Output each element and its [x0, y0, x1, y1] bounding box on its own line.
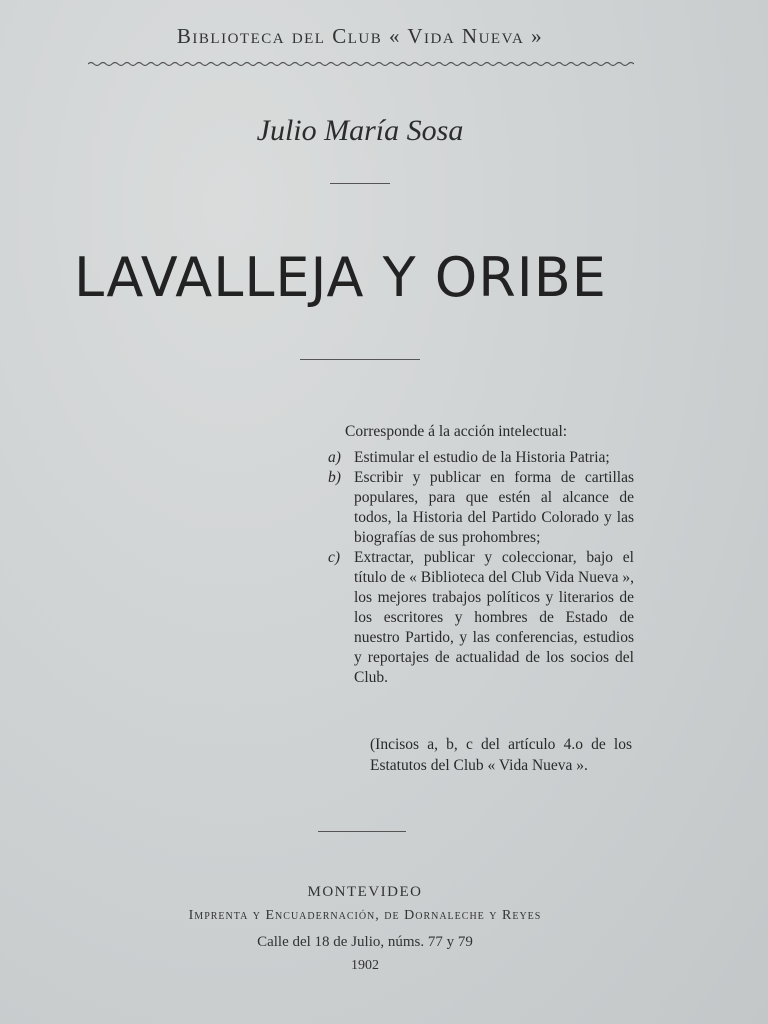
book-title: LAVALLEJA Y ORIBE: [74, 246, 607, 309]
divider-rule: [300, 359, 420, 360]
item-marker: b): [328, 469, 341, 486]
item-text: Estimular el estudio de la Historia Patria;: [354, 449, 610, 466]
imprint-press: Imprenta y Encuadernación, de Dornaleche y Reyes: [188, 908, 542, 923]
statute-note: (Incisos a, b, c del artículo 4.o de los Estatutos del Club « Vida Nueva ».: [370, 736, 632, 774]
imprint-year: 1902: [351, 958, 379, 973]
divider-rule: [330, 183, 390, 184]
imprint-city: MONTEVIDEO: [307, 884, 423, 900]
author-name: Julio María Sosa: [256, 114, 464, 147]
wavy-rule: [88, 60, 634, 68]
purpose-item: [328, 468, 634, 548]
purpose-item: [328, 548, 634, 688]
purpose-item: [328, 448, 634, 468]
purpose-intro: Corresponde á la acción intelectual:: [345, 423, 568, 440]
series-heading: Biblioteca del Club « Vida Nueva »: [176, 24, 544, 48]
item-marker: c): [328, 549, 341, 566]
divider-rule: [318, 831, 406, 832]
purpose-list: [328, 448, 634, 688]
imprint-address: Calle del 18 de Julio, núms. 77 y 79: [257, 934, 473, 950]
item-text: Escribir y publicar en forma de cartillas populares, para que estén al alcance de todos, la Historia del Partido Colorado y las biografías de sus prohombres;: [354, 469, 634, 546]
item-marker: a): [328, 449, 341, 466]
item-text: Extractar, publicar y coleccionar, bajo el título de « Biblioteca del Club Vida Nueva », los mejores trabajos políticos y literarios de los escritores y hombres de Estado de nuestro Partido, y las conferencias, estudios y reportajes de actualidad de los socios del Club.: [354, 549, 634, 686]
